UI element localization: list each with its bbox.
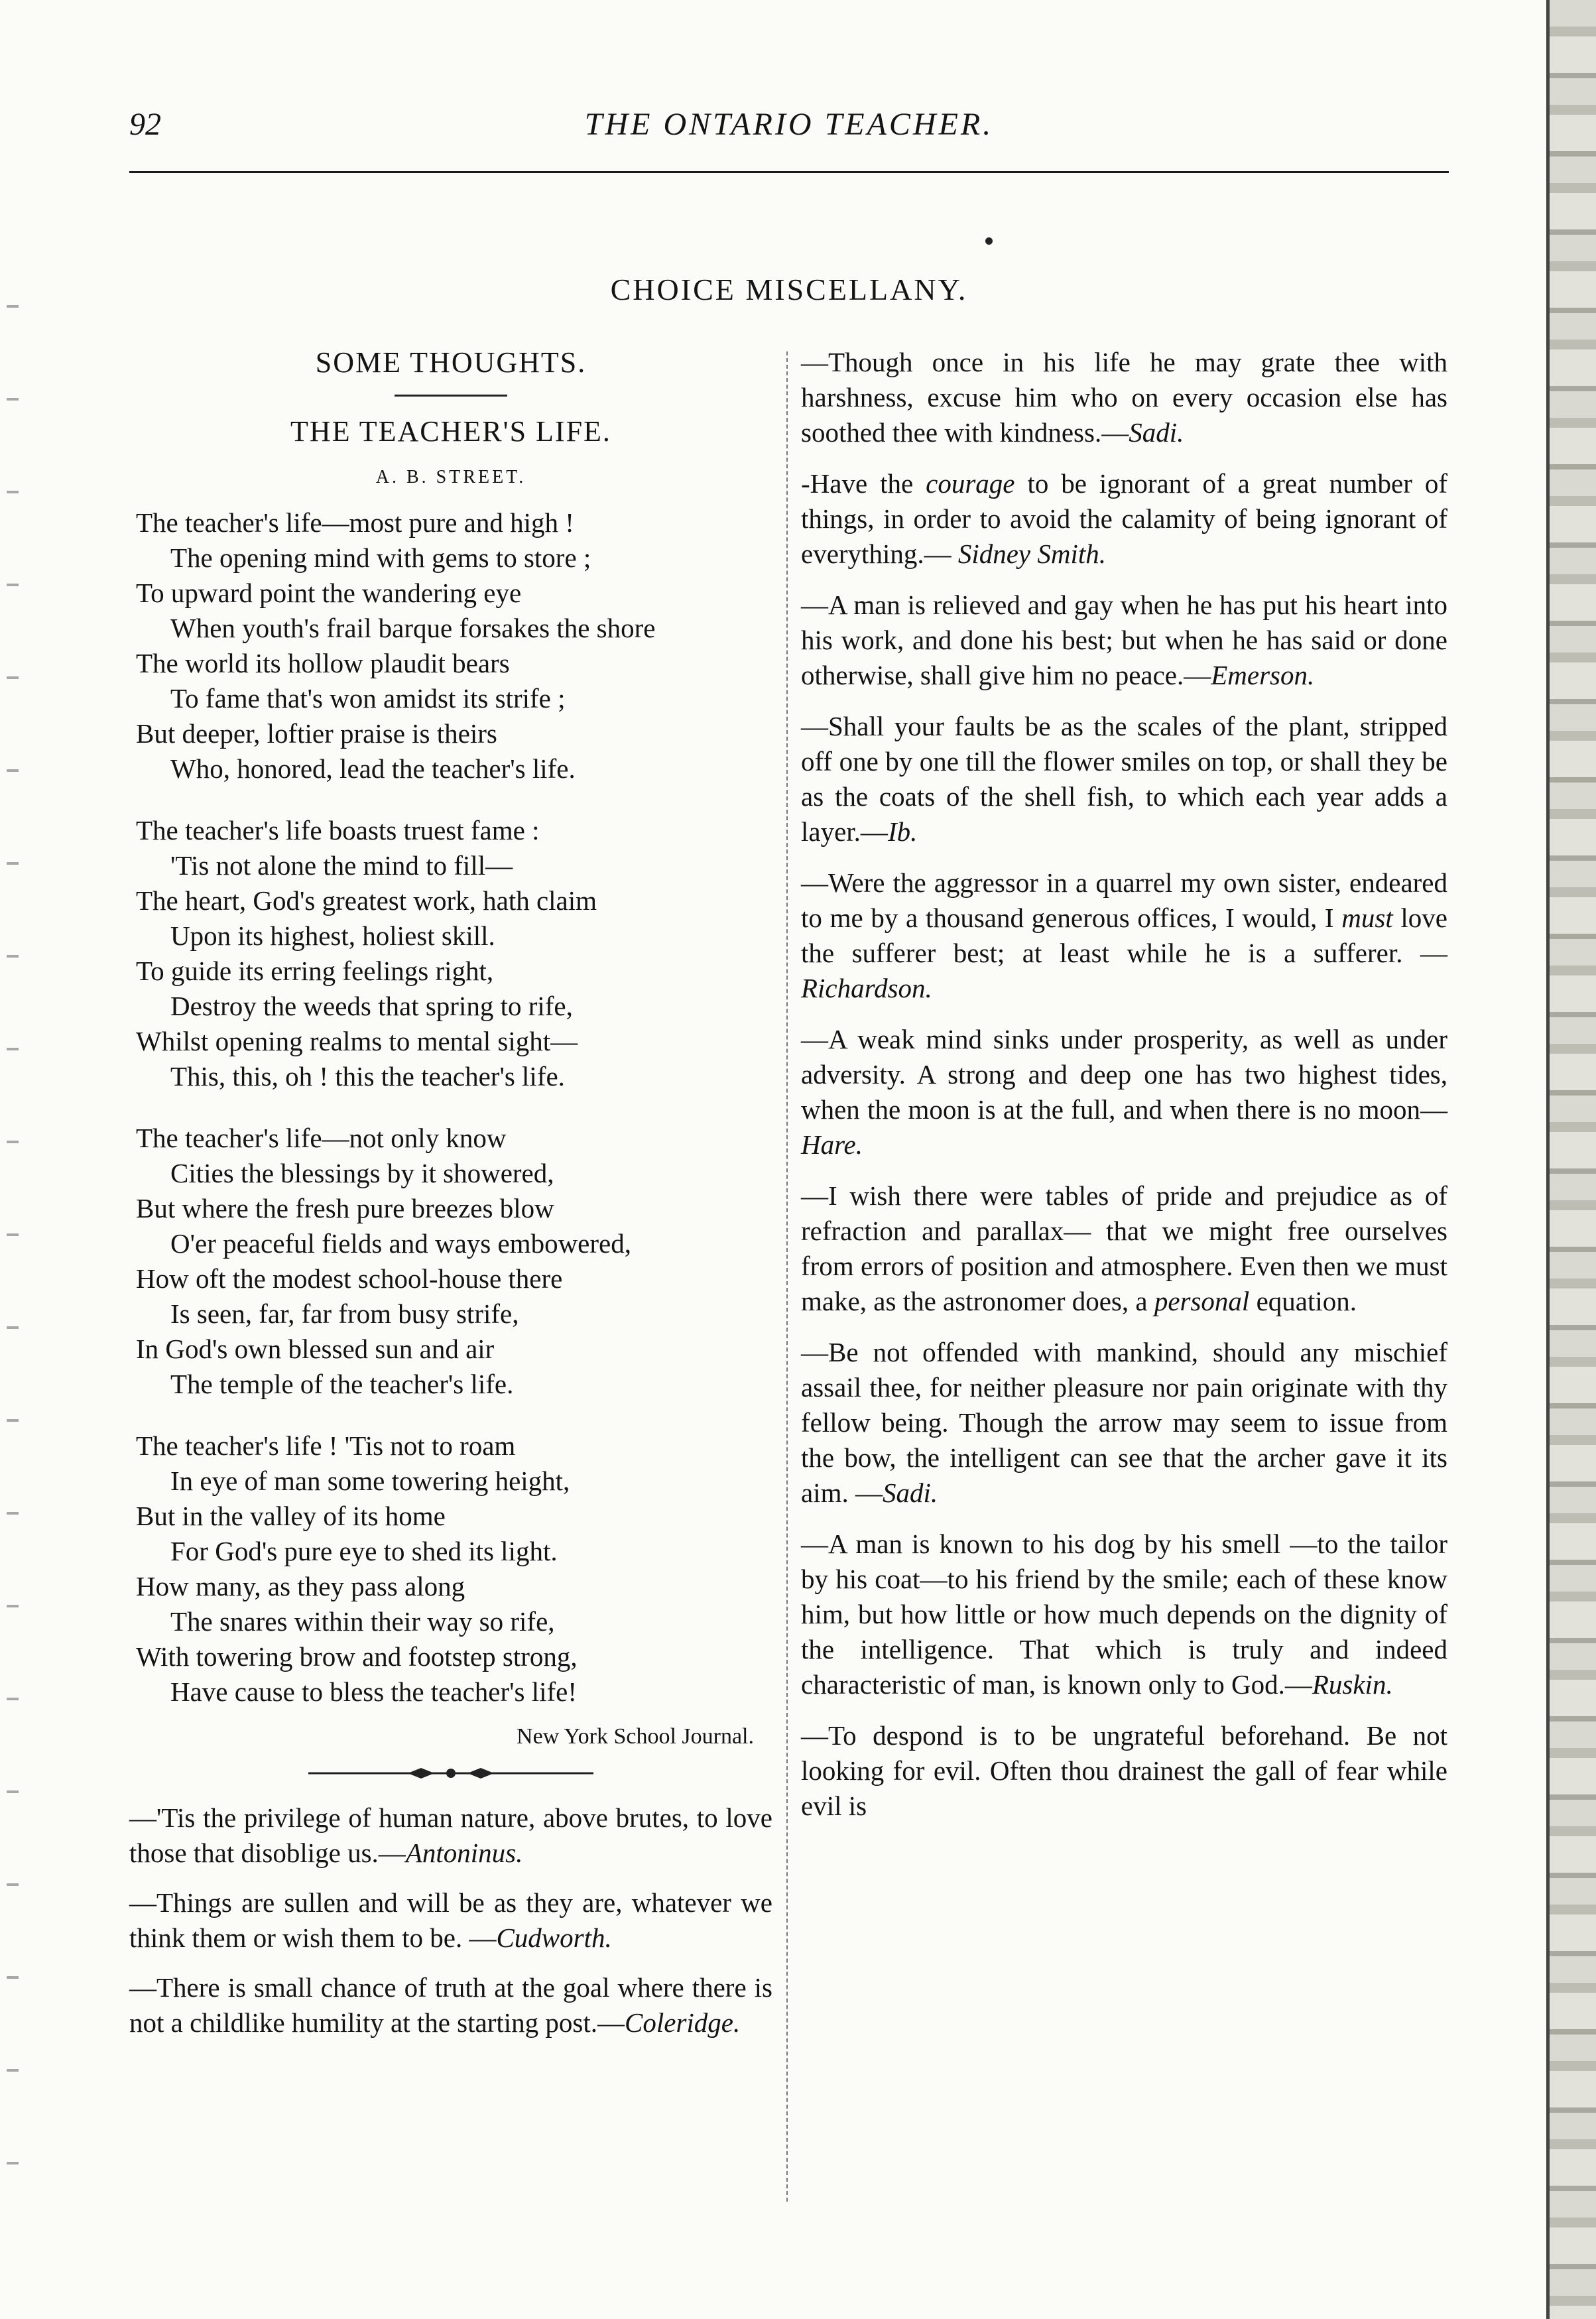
quote-attribution: Coleridge. bbox=[625, 2007, 741, 2038]
poem-line: To guide its erring feelings right, bbox=[136, 956, 494, 986]
title-rule bbox=[395, 395, 507, 397]
quote-text-pre: -Have the bbox=[801, 468, 926, 499]
poem-line: The teacher's life—most pure and high ! bbox=[136, 507, 574, 538]
quote-paragraph bbox=[129, 1800, 772, 1871]
poem-line: The heart, God's greatest work, hath claim bbox=[136, 885, 597, 916]
poem-title: SOME THOUGHTS. bbox=[315, 346, 587, 379]
poem-line: Destroy the weeds that spring to rife, bbox=[170, 991, 573, 1021]
quote-paragraph bbox=[801, 1178, 1447, 1319]
quote-text: to be ignorant of a great number of things, in order to avoid the calamity of being ignorant of everything.— bbox=[801, 468, 1447, 569]
quote-attribution: Ib. bbox=[887, 816, 918, 847]
poem-line: Is seen, far, far from busy strife, bbox=[170, 1298, 519, 1329]
poem-line: In eye of man some towering height, bbox=[170, 1466, 570, 1496]
quote-attribution: Antoninus. bbox=[405, 1838, 523, 1868]
poem-line: The teacher's life ! 'Tis not to roam bbox=[136, 1430, 516, 1461]
poem-line: O'er peaceful fields and ways embowered, bbox=[170, 1228, 631, 1259]
quote-text: love the sufferer best; at least while he is a sufferer. — bbox=[801, 903, 1447, 968]
quote-emphasis: must bbox=[1341, 903, 1393, 933]
quote-text: —A weak mind sinks under prosperity, as well as under adversity. A strong and deep one has two highest tides, when the moon is at the full, and when there is no moon— bbox=[801, 1024, 1447, 1125]
quote-paragraph bbox=[801, 1022, 1447, 1162]
left-column bbox=[129, 345, 772, 2055]
poem-stanza bbox=[136, 1121, 772, 1402]
right-quotes bbox=[801, 345, 1447, 1824]
quote-paragraph bbox=[129, 1885, 772, 1956]
poem-line: The teacher's life boasts truest fame : bbox=[136, 815, 540, 846]
quote-paragraph bbox=[801, 466, 1447, 572]
column-divider bbox=[786, 351, 788, 2202]
quote-attribution: Ruskin. bbox=[1312, 1669, 1393, 1700]
left-margin-specks bbox=[7, 265, 19, 2255]
quote-attribution: Hare. bbox=[801, 1129, 863, 1160]
quote-text: equation. bbox=[1249, 1286, 1357, 1316]
quote-text-pre: —I wish there were tables of pride and prejudice as of refraction and parallax— that we might free ourselves from errors of position and atmosphere. Even then we must make, as the astronomer does, a bbox=[801, 1180, 1447, 1316]
quote-paragraph bbox=[801, 1527, 1447, 1702]
right-column bbox=[801, 345, 1447, 1840]
quote-paragraph bbox=[801, 709, 1447, 849]
poem-line: 'Tis not alone the mind to fill— bbox=[170, 850, 513, 881]
poem-line: How many, as they pass along bbox=[136, 1571, 465, 1601]
quote-text: —'Tis the privilege of human nature, above brutes, to love those that disoblige us.— bbox=[129, 1802, 772, 1868]
quote-paragraph bbox=[801, 1335, 1447, 1511]
poem-line: But in the valley of its home bbox=[136, 1501, 446, 1531]
poem-subtitle: THE TEACHER'S LIFE. bbox=[290, 415, 611, 448]
poem-author: A. B. STREET. bbox=[375, 467, 526, 487]
quote-text: —Shall your faults be as the scales of the plant, stripped off one by one till the flower smiles on top, or shall they be as the coats of the shell fish, to which each year adds a layer.— bbox=[801, 711, 1447, 847]
quote-paragraph bbox=[801, 345, 1447, 450]
poem-line: Who, honored, lead the teacher's life. bbox=[170, 753, 576, 784]
poem-line: But deeper, loftier praise is theirs bbox=[136, 718, 497, 749]
quote-text: —Things are sullen and will be as they are, whatever we think them or wish them to be. — bbox=[129, 1887, 772, 1953]
poem-line: Cities the blessings by it showered, bbox=[170, 1158, 554, 1188]
poem-line: To fame that's won amidst its strife ; bbox=[170, 683, 566, 714]
header-rule bbox=[129, 171, 1449, 173]
quote-attribution: Sadi. bbox=[1129, 417, 1184, 448]
quote-emphasis: courage bbox=[926, 468, 1015, 499]
binding-edge-strip bbox=[1550, 0, 1596, 2319]
ornament-dot bbox=[985, 237, 993, 245]
poem-source: New York School Journal. bbox=[517, 1724, 754, 1749]
quote-paragraph bbox=[801, 865, 1447, 1006]
quote-attribution: Sadi. bbox=[882, 1477, 938, 1508]
quote-text: —Be not offended with mankind, should any mischief assail thee, for neither pleasure nor pain originate with thy fellow being. Though the arrow may seem to issue from the bow, the intelligent can see that the archer gave it its aim. — bbox=[801, 1337, 1447, 1508]
poem-line: But where the fresh pure breezes blow bbox=[136, 1193, 554, 1223]
poem-line: How oft the modest school-house there bbox=[136, 1263, 563, 1294]
poem-line: When youth's frail barque forsakes the shore bbox=[170, 613, 656, 643]
poem-stanza bbox=[136, 505, 772, 786]
poem-stanza bbox=[136, 813, 772, 1094]
quote-paragraph bbox=[801, 1718, 1447, 1824]
poem-line: In God's own blessed sun and air bbox=[136, 1334, 495, 1364]
quote-paragraph bbox=[801, 588, 1447, 693]
quote-text: —A man is relieved and gay when he has put his heart into his work, and done his best; but when he has said or done otherwise, shall give him no peace.— bbox=[801, 590, 1447, 690]
poem-line: The snares within their way so rife, bbox=[170, 1606, 555, 1637]
left-quotes bbox=[129, 1800, 772, 2040]
poem-line: This, this, oh ! this the teacher's life. bbox=[170, 1061, 565, 1092]
ornamental-divider bbox=[308, 1766, 593, 1781]
poem-line: The world its hollow plaudit bears bbox=[136, 648, 510, 678]
poem-line: Whilst opening realms to mental sight— bbox=[136, 1026, 578, 1056]
poem-line: With towering brow and footstep strong, bbox=[136, 1641, 578, 1672]
quote-attribution: Cudworth. bbox=[496, 1922, 612, 1953]
quote-text: —To despond is to be ungrateful beforehand. Be not looking for evil. Often thou drainest the gall of fear while evil is bbox=[801, 1720, 1447, 1821]
quote-emphasis: personal bbox=[1154, 1286, 1250, 1316]
poem-line: Have cause to bless the teacher's life! bbox=[170, 1676, 577, 1707]
quote-attribution: Richardson. bbox=[801, 973, 932, 1003]
page-number: 92 bbox=[129, 107, 161, 142]
poem-line: The opening mind with gems to store ; bbox=[170, 542, 591, 573]
poem-line: Upon its highest, holiest skill. bbox=[170, 920, 495, 951]
page-header bbox=[129, 106, 1449, 159]
poem-line: To upward point the wandering eye bbox=[136, 578, 522, 608]
quote-paragraph bbox=[129, 1970, 772, 2040]
poem-body bbox=[129, 505, 772, 1710]
quote-attribution: Emerson. bbox=[1211, 660, 1315, 690]
quote-attribution: Sidney Smith. bbox=[957, 538, 1107, 569]
poem-line: For God's pure eye to shed its light. bbox=[170, 1536, 558, 1566]
quote-text: —There is small chance of truth at the goal where there is not a childlike humility at the starting post.— bbox=[129, 1972, 772, 2038]
quote-text-pre: —Were the aggressor in a quarrel my own sister, endeared to me by a thousand generous offices, I would, I bbox=[801, 867, 1447, 933]
poem-line: The temple of the teacher's life. bbox=[170, 1369, 514, 1399]
poem-line: The teacher's life—not only know bbox=[136, 1123, 507, 1153]
running-head: THE ONTARIO TEACHER. bbox=[584, 107, 994, 142]
quote-text: —Though once in his life he may grate thee with harshness, excuse him who on every occasion else has soothed thee with kindness.— bbox=[801, 347, 1447, 448]
poem-stanza bbox=[136, 1428, 772, 1710]
section-title: CHOICE MISCELLANY. bbox=[610, 273, 968, 306]
quote-text: —A man is known to his dog by his smell —to the tailor by his coat—to his friend by the smile; each of these know him, but how little or how much depends on the dignity of the intelligence. That which is truly and indeed characteristic of man, is known only to God.— bbox=[801, 1529, 1447, 1700]
